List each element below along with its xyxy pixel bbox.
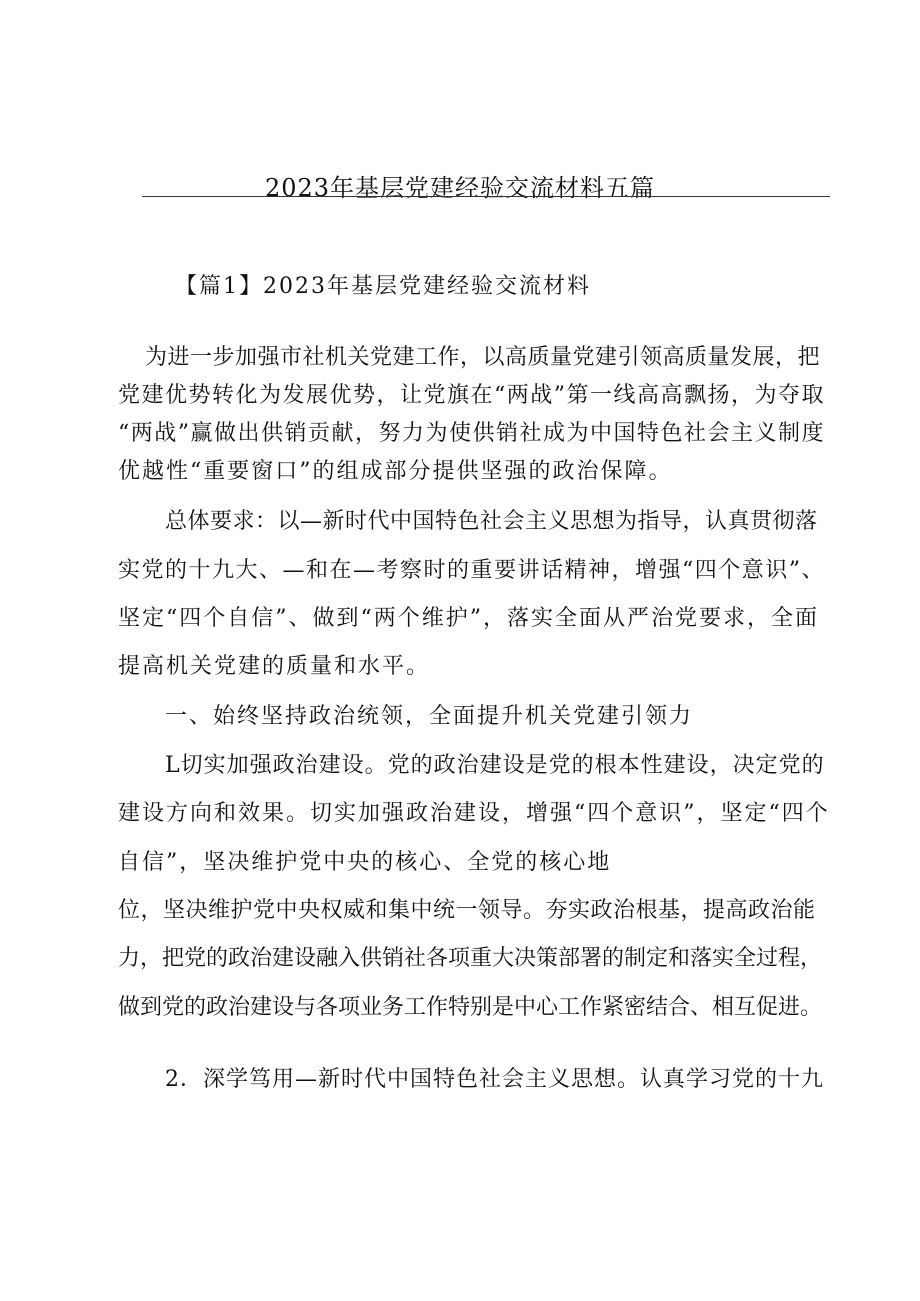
paragraph-line: 自信”，坚决维护党中央的核心、全党的核心地	[118, 850, 612, 875]
paragraph-line: 坚定“四个自信”、做到“两个维护”，落实全面从严治党要求，全面	[118, 606, 819, 631]
paragraph-line: 为进一步加强市社机关党建工作，以高质量党建引领高质量发展，把	[145, 345, 821, 370]
section-heading: 【篇1】2023年基层党建经验交流材料	[175, 274, 591, 299]
document-title: 2023年基层党建经验交流材料五篇	[264, 174, 656, 202]
paragraph-line: “两战”赢做出供销贡献，努力为使供销社成为中国特色社会主义制度	[118, 421, 825, 446]
title-underline	[142, 196, 830, 197]
paragraph-line: 优越性“重要窗口”的组成部分提供坚强的政治保障。	[118, 459, 673, 484]
paragraph-line: 建设方向和效果。切实加强政治建设，增强“四个意识”，坚定“四个	[118, 801, 830, 826]
section-heading: 一、始终坚持政治统领，全面提升机关党建引领力	[165, 704, 694, 729]
paragraph-line: 位，坚决维护党中央权威和集中统一领导。夯实政治根基，提高政治能	[118, 898, 816, 923]
paragraph-line: 2．深学笃用—新时代中国特色社会主义思想。认真学习党的十九	[165, 1067, 824, 1092]
paragraph-line: L切实加强政治建设。党的政治建设是党的根本性建设，决定党的	[165, 753, 825, 778]
paragraph-line: 力，把党的政治建设融入供销社各项重大决策部署的制定和落实全过程，	[118, 946, 823, 971]
paragraph-line: 党建优势转化为发展优势，让党旗在“两战”第一线高高飘扬，为夺取	[118, 383, 825, 408]
paragraph-line: 提高机关党建的质量和水平。	[118, 654, 431, 679]
paragraph-line: 总体要求：以—新时代中国特色社会主义思想为指导，认真贯彻落	[165, 509, 818, 534]
paragraph-line: 做到党的政治建设与各项业务工作特别是中心工作紧密结合、相互促进。	[118, 995, 823, 1020]
paragraph-line: 实党的十九大、—和在—考察时的重要讲话精神，增强“四个意识”、	[118, 558, 825, 583]
